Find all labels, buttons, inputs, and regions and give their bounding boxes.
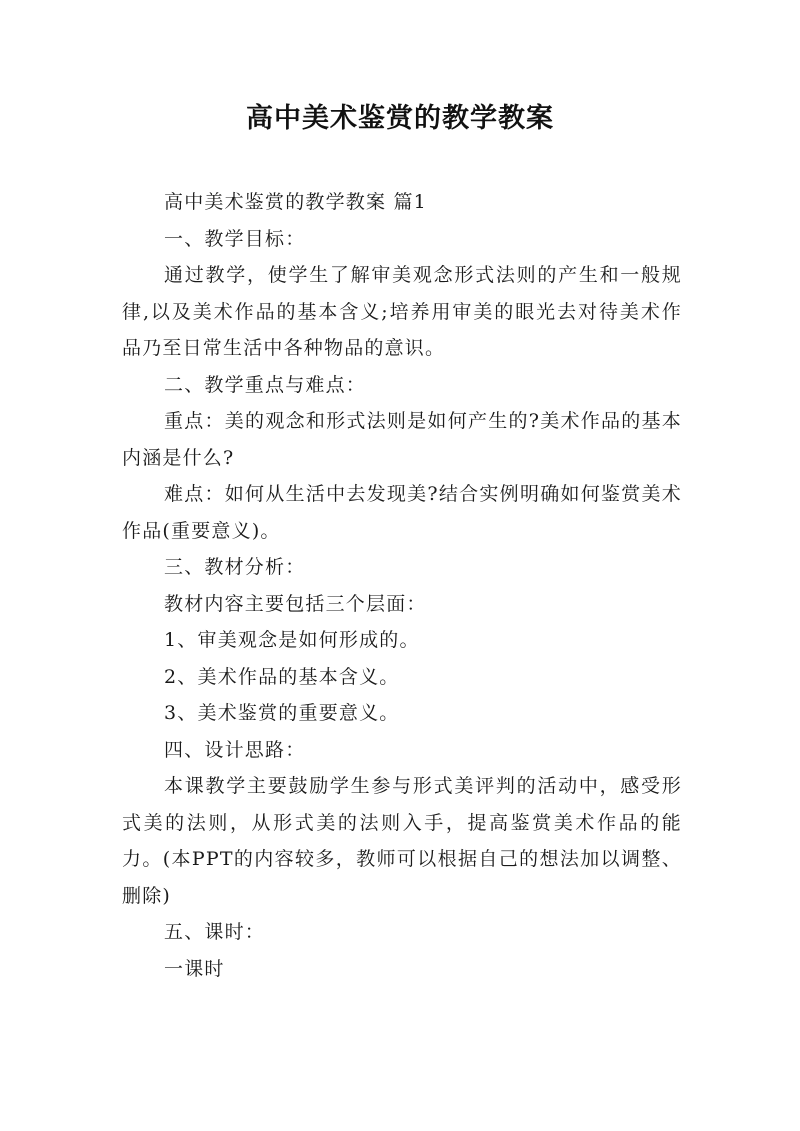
section-heading-design: 四、设计思路： xyxy=(164,738,306,761)
section-heading-article: 高中美术鉴赏的教学教案 篇1 xyxy=(164,191,427,213)
document-body xyxy=(122,184,682,987)
list-item: 2、美术作品的基本含义。 xyxy=(164,665,400,688)
section-heading-material-analysis: 三、教材分析： xyxy=(164,556,306,578)
paragraph-key-point: 重点：美的观念和形式法则是如何产生的?美术作品的基本内涵是什么? xyxy=(122,410,682,469)
list-item: 3、美术鉴赏的重要意义。 xyxy=(164,702,400,724)
paragraph-difficult-point: 难点：如何从生活中去发现美?结合实例明确如何鉴赏美术作品(重要意义)。 xyxy=(122,483,682,542)
document-title: 高中美术鉴赏的教学教案 xyxy=(246,103,554,134)
paragraph-objectives: 通过教学，使学生了解审美观念形式法则的产生和一般规律,以及美术作品的基本含义;培养用审美的眼光去对待美术作品乃至日常生活中各种物品的意识。 xyxy=(122,264,682,359)
paragraph-material-intro: 教材内容主要包括三个层面： xyxy=(164,592,427,615)
list-item: 1、审美观念是如何形成的。 xyxy=(164,629,420,651)
paragraph-design: 本课教学主要鼓励学生参与形式美评判的活动中，感受形式美的法则，从形式美的法则入手，提高鉴赏美术作品的能力。(本PPT的内容较多，教师可以根据自己的想法加以调整、删除) xyxy=(122,775,682,907)
section-heading-objectives: 一、教学目标： xyxy=(164,227,306,250)
section-heading-key-points: 二、教学重点与难点： xyxy=(164,373,367,396)
paragraph-class-hours: 一课时 xyxy=(164,957,225,980)
section-heading-class-hours: 五、课时： xyxy=(164,921,266,943)
